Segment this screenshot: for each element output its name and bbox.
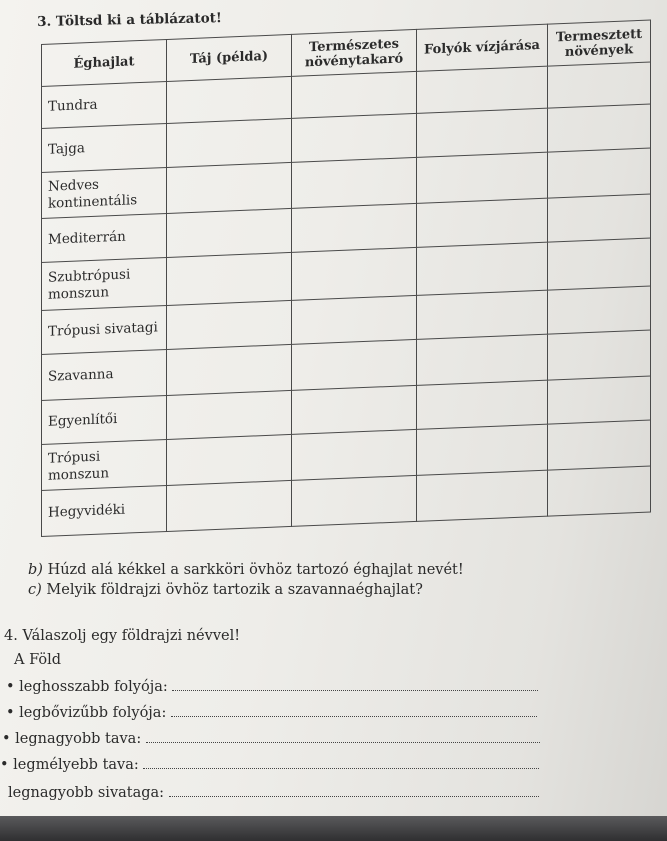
answer-cell[interactable] (292, 113, 417, 162)
question-c (28, 582, 423, 598)
header-climate: Éghajlat (42, 39, 167, 86)
answer-cell[interactable] (548, 194, 651, 242)
answer-blank[interactable] (143, 756, 539, 769)
answer-cell[interactable] (417, 380, 548, 429)
task-3-title: 3. Töltsd ki a táblázatot! (37, 10, 222, 30)
question-c-marker: c) (28, 582, 42, 598)
answer-cell[interactable] (548, 148, 651, 198)
row-label-tajga: Tajga (42, 123, 167, 172)
answer-cell[interactable] (417, 108, 548, 157)
answer-blank[interactable] (146, 730, 540, 743)
climate-table-wrapper (41, 19, 651, 537)
answer-cell[interactable] (292, 203, 417, 252)
row-label-tropical-desert: Trópusi sivatagi (42, 305, 167, 354)
answer-cell[interactable] (548, 238, 651, 290)
answer-line-label: legnagyobb sivataga: (8, 785, 165, 801)
answer-cell[interactable] (548, 286, 651, 334)
answer-cell[interactable] (417, 152, 548, 203)
answer-cell[interactable] (167, 480, 292, 531)
answer-line (2, 730, 540, 747)
answer-cell[interactable] (417, 334, 548, 385)
answer-cell[interactable] (417, 424, 548, 475)
answer-cell[interactable] (417, 66, 548, 113)
row-label-highland: Hegyvidéki (42, 485, 167, 536)
answer-cell[interactable] (292, 157, 417, 208)
answer-line-label: • legbővizűbb folyója: (6, 705, 167, 721)
answer-cell[interactable] (167, 390, 292, 439)
answer-cell[interactable] (292, 475, 417, 526)
answer-line-label: • leghosszabb folyója: (6, 679, 168, 695)
answer-line (6, 704, 537, 721)
answer-cell[interactable] (292, 385, 417, 434)
answer-cell[interactable] (548, 376, 651, 424)
answer-cell[interactable] (167, 252, 292, 305)
answer-cell[interactable] (292, 247, 417, 300)
answer-cell[interactable] (417, 242, 548, 295)
answer-line-label: • legmélyebb tava: (0, 757, 139, 773)
answer-cell[interactable] (548, 104, 651, 152)
answer-cell[interactable] (167, 76, 292, 123)
answer-cell[interactable] (292, 339, 417, 390)
question-c-text: Melyik földrajzi övhöz tartozik a szavannaéghajlat? (46, 582, 423, 598)
answer-blank[interactable] (171, 704, 537, 717)
answer-line-label: • legnagyobb tava: (2, 731, 142, 747)
row-label-subtropical-monsoon: Szubtrópusi monszun (42, 257, 167, 310)
row-label-equatorial: Egyenlítői (42, 395, 167, 444)
header-crops: Termesztett növények (548, 20, 651, 66)
answer-cell[interactable] (548, 466, 651, 516)
row-label-mediterranean: Mediterrán (42, 213, 167, 262)
answer-line (0, 756, 539, 773)
answer-cell[interactable] (167, 208, 292, 257)
page-bottom-shadow (0, 816, 667, 841)
answer-line (6, 678, 538, 695)
answer-blank[interactable] (169, 784, 539, 797)
question-b (28, 562, 464, 578)
answer-cell[interactable] (417, 290, 548, 339)
header-river-regime: Folyók vízjárása (417, 24, 548, 71)
answer-cell[interactable] (167, 162, 292, 213)
answer-line (8, 784, 539, 801)
answer-cell[interactable] (417, 198, 548, 247)
answer-cell[interactable] (167, 118, 292, 167)
question-b-text: Húzd alá kékkel a sarkköri övhöz tartozó éghajlat nevét! (47, 562, 464, 578)
row-label-tropical-monsoon: Trópusi monszun (42, 439, 167, 490)
climate-table (41, 19, 651, 537)
answer-cell[interactable] (167, 434, 292, 485)
answer-cell[interactable] (292, 429, 417, 480)
row-label-savanna: Szavanna (42, 349, 167, 400)
header-vegetation: Természetes növénytakaró (292, 29, 417, 76)
answer-blank[interactable] (172, 678, 538, 691)
answer-cell[interactable] (292, 71, 417, 118)
answer-cell[interactable] (548, 330, 651, 380)
answer-cell[interactable] (548, 62, 651, 108)
row-label-humid-continental: Nedves kontinentális (42, 167, 167, 218)
answer-cell[interactable] (167, 344, 292, 395)
answer-cell[interactable] (548, 420, 651, 470)
question-b-marker: b) (28, 562, 43, 578)
answer-cell[interactable] (292, 295, 417, 344)
row-label-tundra: Tundra (42, 81, 167, 128)
answer-cell[interactable] (167, 300, 292, 349)
task-4-title: 4. Válaszolj egy földrajzi névvel! (4, 628, 241, 644)
answer-cell[interactable] (417, 470, 548, 521)
header-region: Táj (példa) (167, 34, 292, 81)
task-4-intro: A Föld (14, 652, 61, 668)
